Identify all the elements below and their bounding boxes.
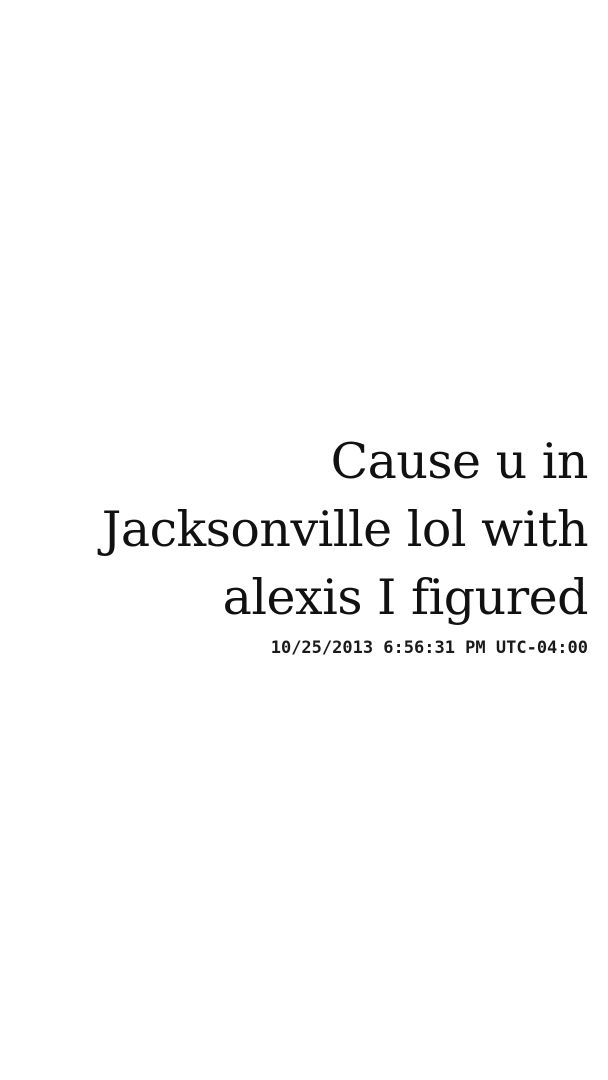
message-line: alexis I figured	[222, 569, 588, 626]
message-text	[48, 428, 588, 632]
message-line: Cause u in	[330, 433, 588, 490]
message-line: Jacksonville lol with	[101, 501, 588, 558]
message-block	[48, 428, 588, 660]
message-timestamp: 10/25/2013 6:56:31 PM UTC-04:00	[270, 638, 588, 658]
